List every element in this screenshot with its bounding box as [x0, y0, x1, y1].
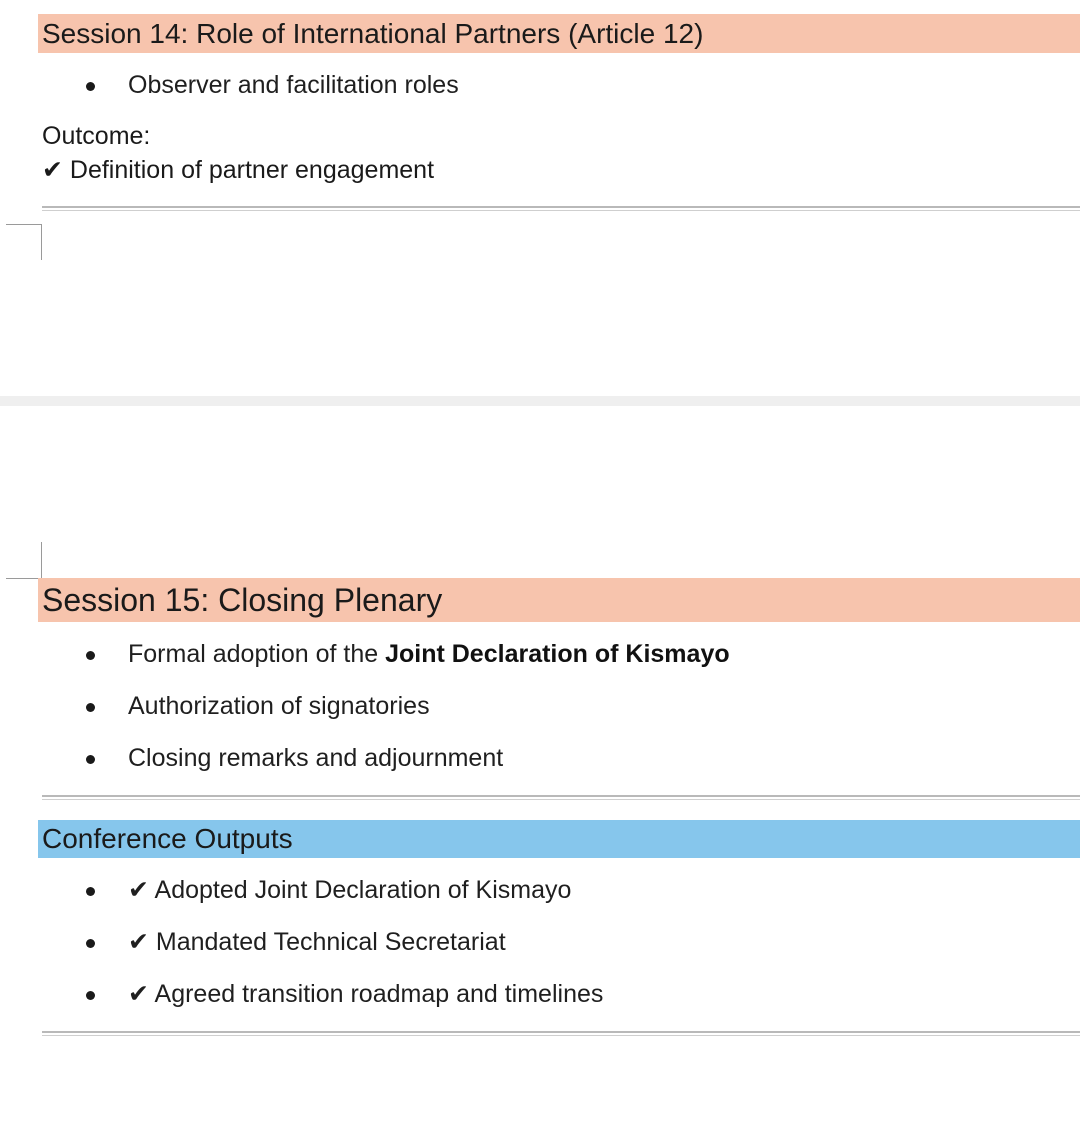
document-page-top — [0, 0, 1080, 396]
crop-mark-icon — [6, 578, 41, 579]
declaration-name: Joint Declaration of Kismayo — [385, 640, 730, 668]
session-15-heading — [38, 578, 1080, 622]
crop-mark-icon — [6, 224, 41, 225]
conference-outputs-title: Conference Outputs — [42, 823, 293, 854]
list-item-text: ✔ Agreed transition roadmap and timelines — [128, 980, 604, 1008]
list-item-prefix: Formal adoption of the — [128, 640, 386, 668]
outcome-label: Outcome: — [42, 122, 151, 150]
list-item — [0, 639, 1080, 669]
bullet-icon — [86, 939, 95, 948]
page-break — [0, 396, 1080, 406]
list-item — [0, 691, 1080, 721]
document-page-bottom — [0, 406, 1080, 1131]
bullet-icon — [86, 703, 95, 712]
crop-mark-icon — [41, 542, 42, 578]
horizontal-rule — [42, 206, 1080, 211]
list-item-text: Closing remarks and adjournment — [128, 744, 504, 772]
list-item — [0, 927, 1080, 957]
list-item-text: Authorization of signatories — [128, 692, 430, 720]
list-item-text: Observer and facilitation roles — [128, 71, 459, 99]
list-item-text — [128, 639, 730, 669]
session-15-title: Session 15: Closing Plenary — [42, 581, 443, 618]
bullet-icon — [86, 82, 95, 91]
bullet-icon — [86, 755, 95, 764]
session-14-heading — [38, 14, 1080, 53]
list-item — [0, 70, 1080, 100]
list-item-text: ✔ Mandated Technical Secretariat — [128, 928, 506, 956]
crop-mark-icon — [41, 224, 42, 260]
outcome-text: ✔ Definition of partner engagement — [42, 156, 435, 184]
list-item-text: ✔ Adopted Joint Declaration of Kismayo — [128, 876, 572, 904]
horizontal-rule — [42, 1031, 1080, 1036]
bullet-icon — [86, 991, 95, 1000]
bullet-icon — [86, 887, 95, 896]
conference-outputs-heading — [38, 820, 1080, 858]
list-item — [0, 979, 1080, 1009]
list-item — [0, 743, 1080, 773]
horizontal-rule — [42, 795, 1080, 800]
list-item — [0, 875, 1080, 905]
bullet-icon — [86, 651, 95, 660]
session-14-title: Session 14: Role of International Partners (Article 12) — [42, 17, 704, 49]
